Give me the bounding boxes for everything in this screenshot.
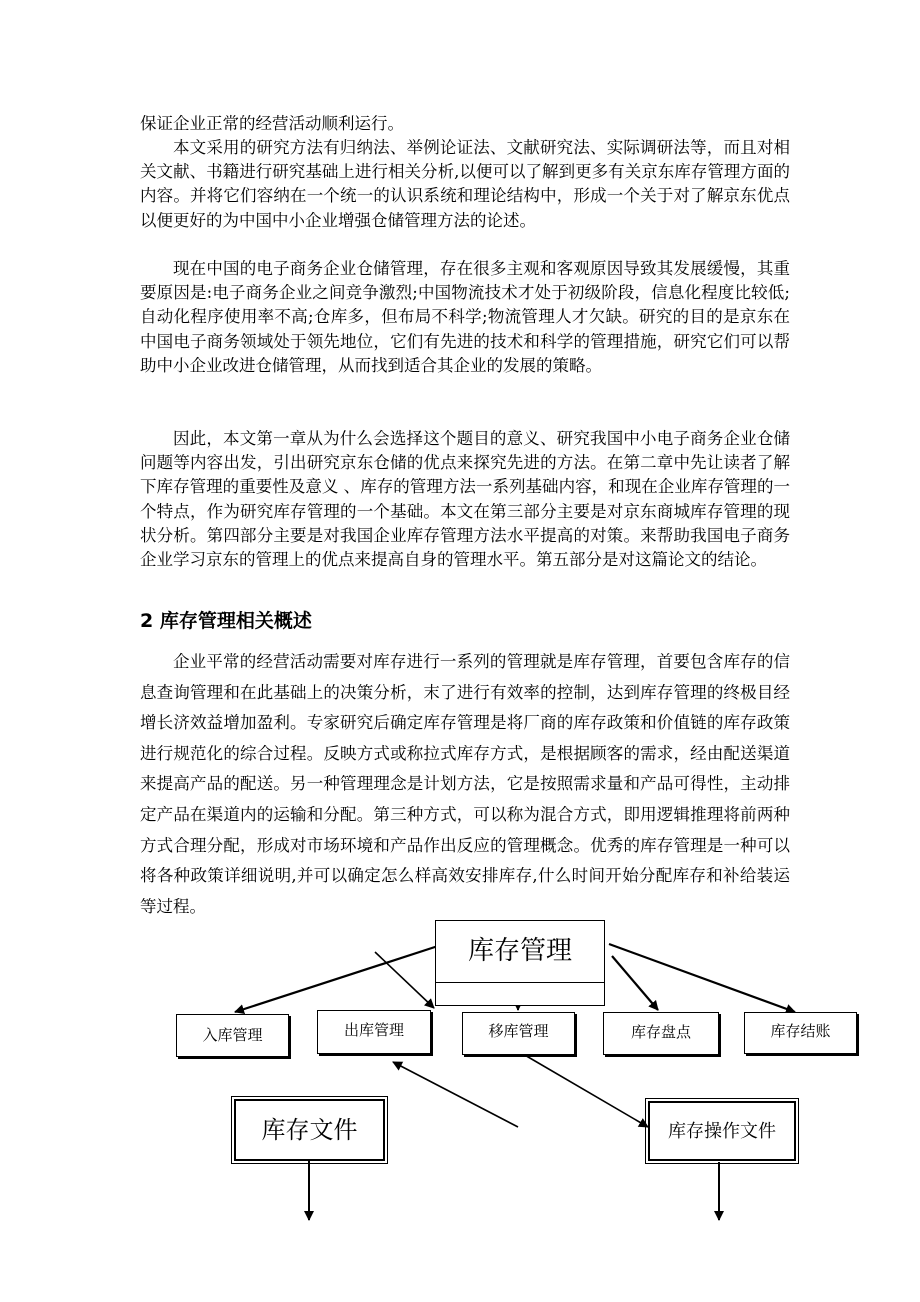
- node-outbound: [317, 1010, 431, 1054]
- node-outbound-label: 出库管理: [343, 1021, 404, 1039]
- paragraph-problems: 现在中国的电子商务企业仓储管理，存在很多主观和客观原因导致其发展缓慢，其重要原因是:电子商务企业之间竞争激烈;中国物流技术才处于初级阶段，信息化程度比较低;自动化程序使用率不高;仓库多，但布局不科学;物流管理人才欠缺。研究的目的是京东在中国电子商务领域处于领先地位，它们有先进的技术和科学的管理措施，研究它们可以帮助中小企业改进仓储管理，从而找到适合其企业的发展的策略。: [140, 259, 790, 375]
- node-transfer: [462, 1012, 575, 1055]
- node-operation-file-label: 库存操作文件: [668, 1121, 776, 1142]
- paragraph-methods: 本文采用的研究方法有归纳法、举例论证法、文献研究法、实际调研法等，而且对相关文献、书籍进行研究基础上进行相关分析,以便可以了解到更多有关京东库存管理方面的内容。并将它们容纳在一个统一的认识系统和理论结构中，形成一个关于对了解京东优点以便更好的为中国中小企业增强仓储管理方法的论述。: [140, 138, 790, 230]
- paragraph-structure: 因此，本文第一章从为什么会选择这个题目的意义、研究我国中小电子商务企业仓储问题等内容出发，引出研究京东仓储的优点来探究先进的方法。在第二章中先让读者了解下库存管理的重要性及意义 、库存的管理方法一系列基础内容，和现在企业库存管理的一个特点，作为研究库存管理的一个基础。本文在第三部分主要是对京东商城库存管理的现状分析。第四部分主要是对我国企业库存管理方法水平提高的对策。来帮助我国电子商务企业学习京东的管理上的优点来提高自身的管理水平。第五部分是对这篇论文的结论。: [140, 429, 790, 570]
- node-closing: [744, 1012, 857, 1054]
- section-body: 企业平常的经营活动需要对库存进行一系列的管理就是库存管理，首要包含库存的信息查询管理和在此基础上的决策分析，末了进行有效率的控制，达到库存管理的终极目经增长济效益增加盈利。专家研究后确定库存管理是将厂商的库存政策和价值链的库存政策进行规范化的综合过程。反映方式或称拉式库存方式，是根据顾客的需求，经由配送渠道来提高产品的配送。另一种管理理念是计划方法，它是按照需求量和产品可得性，主动排定产品在渠道内的运输和分配。第三种方式，可以称为混合方式，即用逻辑推理将前两种方式合理分配，形成对市场环境和产品作出反应的管理概念。优秀的库存管理是一种可以将各种政策详细说明,并可以确定怎么样高效安排库存,什么时间开始分配库存和补给装运等过程。: [140, 652, 790, 916]
- node-inbound-label: 入库管理: [202, 1026, 263, 1044]
- paragraph-0: 保证企业正常的经营活动顺利运行。: [140, 114, 404, 133]
- arrow-to-inbound: [235, 946, 438, 1012]
- node-operation-file: [648, 1101, 796, 1161]
- arrow-to-outbound: [375, 952, 434, 1008]
- arrow-to-outbound-from-below: [393, 1062, 518, 1127]
- node-inventory-file-label: 库存文件: [261, 1116, 358, 1144]
- node-closing-label: 库存结账: [770, 1022, 831, 1040]
- root-label: 库存管理: [436, 921, 604, 983]
- node-stocktake-label: 库存盘点: [630, 1023, 691, 1041]
- section-heading: 2 库存管理相关概述: [140, 610, 312, 632]
- arrow-to-operation-file: [523, 1054, 648, 1127]
- arrow-to-stocktake: [612, 956, 658, 1010]
- node-transfer-label: 移库管理: [488, 1022, 549, 1040]
- arrow-to-closing: [609, 944, 795, 1012]
- node-inbound: [176, 1014, 289, 1057]
- root-box: [435, 920, 605, 1006]
- node-stocktake: [603, 1012, 719, 1055]
- node-inventory-file: [234, 1099, 385, 1161]
